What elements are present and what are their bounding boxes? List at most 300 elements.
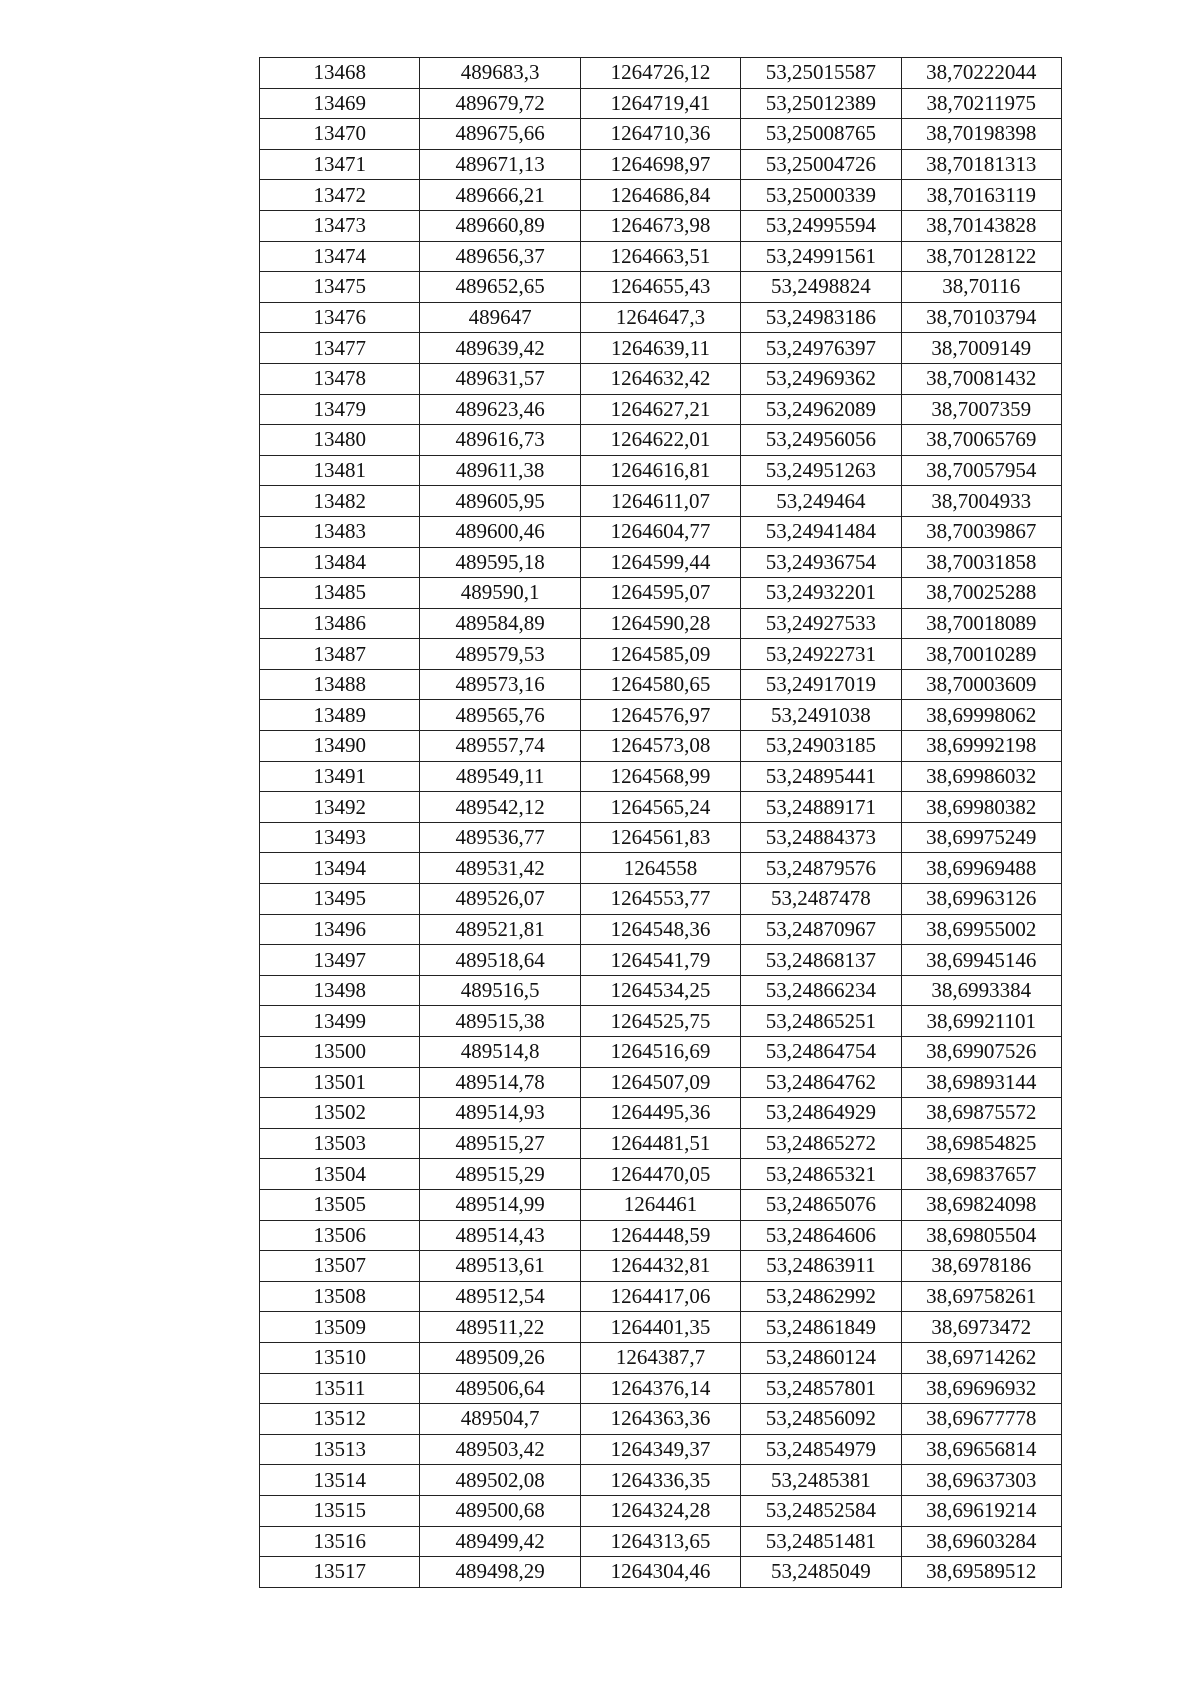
point-number-cell: 13494 <box>260 853 420 884</box>
y-coordinate-cell: 1264336,35 <box>580 1465 740 1496</box>
latitude-cell: 53,25015587 <box>741 58 901 89</box>
point-number-cell: 13504 <box>260 1159 420 1190</box>
table-row <box>260 516 1062 547</box>
y-coordinate-cell: 1264516,69 <box>580 1037 740 1068</box>
point-number-cell: 13503 <box>260 1128 420 1159</box>
x-coordinate-cell: 489549,11 <box>420 761 580 792</box>
latitude-cell: 53,24895441 <box>741 761 901 792</box>
latitude-cell: 53,2487478 <box>741 884 901 915</box>
y-coordinate-cell: 1264495,36 <box>580 1098 740 1129</box>
point-number-cell: 13475 <box>260 272 420 303</box>
point-number-cell: 13509 <box>260 1312 420 1343</box>
latitude-cell: 53,24969362 <box>741 363 901 394</box>
table-row <box>260 884 1062 915</box>
latitude-cell: 53,24932201 <box>741 578 901 609</box>
table-row <box>260 639 1062 670</box>
latitude-cell: 53,24868137 <box>741 945 901 976</box>
point-number-cell: 13517 <box>260 1557 420 1588</box>
longitude-cell: 38,6973472 <box>901 1312 1061 1343</box>
longitude-cell: 38,7009149 <box>901 333 1061 364</box>
x-coordinate-cell: 489506,64 <box>420 1373 580 1404</box>
x-coordinate-cell: 489666,21 <box>420 180 580 211</box>
latitude-cell: 53,24884373 <box>741 822 901 853</box>
y-coordinate-cell: 1264673,98 <box>580 210 740 241</box>
x-coordinate-cell: 489502,08 <box>420 1465 580 1496</box>
y-coordinate-cell: 1264387,7 <box>580 1342 740 1373</box>
x-coordinate-cell: 489498,29 <box>420 1557 580 1588</box>
point-number-cell: 13479 <box>260 394 420 425</box>
coordinates-table <box>259 57 1062 1588</box>
longitude-cell: 38,70116 <box>901 272 1061 303</box>
point-number-cell: 13478 <box>260 363 420 394</box>
table-row <box>260 302 1062 333</box>
latitude-cell: 53,25012389 <box>741 88 901 119</box>
latitude-cell: 53,24922731 <box>741 639 901 670</box>
longitude-cell: 38,70018089 <box>901 608 1061 639</box>
latitude-cell: 53,24956056 <box>741 425 901 456</box>
table-row <box>260 1465 1062 1496</box>
latitude-cell: 53,24870967 <box>741 914 901 945</box>
latitude-cell: 53,24851481 <box>741 1526 901 1557</box>
x-coordinate-cell: 489683,3 <box>420 58 580 89</box>
latitude-cell: 53,24995594 <box>741 210 901 241</box>
y-coordinate-cell: 1264719,41 <box>580 88 740 119</box>
table-row <box>260 272 1062 303</box>
y-coordinate-cell: 1264632,42 <box>580 363 740 394</box>
x-coordinate-cell: 489542,12 <box>420 792 580 823</box>
y-coordinate-cell: 1264541,79 <box>580 945 740 976</box>
longitude-cell: 38,70211975 <box>901 88 1061 119</box>
point-number-cell: 13476 <box>260 302 420 333</box>
latitude-cell: 53,24852584 <box>741 1495 901 1526</box>
table-row <box>260 547 1062 578</box>
x-coordinate-cell: 489616,73 <box>420 425 580 456</box>
x-coordinate-cell: 489521,81 <box>420 914 580 945</box>
point-number-cell: 13502 <box>260 1098 420 1129</box>
x-coordinate-cell: 489557,74 <box>420 731 580 762</box>
table-row <box>260 822 1062 853</box>
table-row <box>260 1220 1062 1251</box>
y-coordinate-cell: 1264639,11 <box>580 333 740 364</box>
x-coordinate-cell: 489536,77 <box>420 822 580 853</box>
y-coordinate-cell: 1264548,36 <box>580 914 740 945</box>
x-coordinate-cell: 489590,1 <box>420 578 580 609</box>
x-coordinate-cell: 489611,38 <box>420 455 580 486</box>
point-number-cell: 13471 <box>260 149 420 180</box>
x-coordinate-cell: 489514,93 <box>420 1098 580 1129</box>
y-coordinate-cell: 1264647,3 <box>580 302 740 333</box>
latitude-cell: 53,24951263 <box>741 455 901 486</box>
point-number-cell: 13486 <box>260 608 420 639</box>
point-number-cell: 13513 <box>260 1434 420 1465</box>
table-row <box>260 455 1062 486</box>
x-coordinate-cell: 489511,22 <box>420 1312 580 1343</box>
x-coordinate-cell: 489516,5 <box>420 975 580 1006</box>
point-number-cell: 13473 <box>260 210 420 241</box>
x-coordinate-cell: 489512,54 <box>420 1281 580 1312</box>
latitude-cell: 53,24866234 <box>741 975 901 1006</box>
y-coordinate-cell: 1264599,44 <box>580 547 740 578</box>
longitude-cell: 38,69893144 <box>901 1067 1061 1098</box>
longitude-cell: 38,69945146 <box>901 945 1061 976</box>
longitude-cell: 38,70081432 <box>901 363 1061 394</box>
y-coordinate-cell: 1264534,25 <box>580 975 740 1006</box>
longitude-cell: 38,70163119 <box>901 180 1061 211</box>
x-coordinate-cell: 489660,89 <box>420 210 580 241</box>
point-number-cell: 13505 <box>260 1189 420 1220</box>
table-row <box>260 608 1062 639</box>
y-coordinate-cell: 1264525,75 <box>580 1006 740 1037</box>
latitude-cell: 53,24941484 <box>741 516 901 547</box>
y-coordinate-cell: 1264349,37 <box>580 1434 740 1465</box>
table-row <box>260 88 1062 119</box>
point-number-cell: 13484 <box>260 547 420 578</box>
x-coordinate-cell: 489504,7 <box>420 1404 580 1435</box>
latitude-cell: 53,24936754 <box>741 547 901 578</box>
longitude-cell: 38,69619214 <box>901 1495 1061 1526</box>
x-coordinate-cell: 489652,65 <box>420 272 580 303</box>
point-number-cell: 13489 <box>260 700 420 731</box>
table-row <box>260 180 1062 211</box>
y-coordinate-cell: 1264304,46 <box>580 1557 740 1588</box>
table-row <box>260 1404 1062 1435</box>
point-number-cell: 13477 <box>260 333 420 364</box>
latitude-cell: 53,24862992 <box>741 1281 901 1312</box>
latitude-cell: 53,24857801 <box>741 1373 901 1404</box>
longitude-cell: 38,70065769 <box>901 425 1061 456</box>
longitude-cell: 38,6978186 <box>901 1251 1061 1282</box>
table-row <box>260 669 1062 700</box>
longitude-cell: 38,70025288 <box>901 578 1061 609</box>
table-row <box>260 792 1062 823</box>
point-number-cell: 13470 <box>260 119 420 150</box>
point-number-cell: 13514 <box>260 1465 420 1496</box>
latitude-cell: 53,24856092 <box>741 1404 901 1435</box>
point-number-cell: 13507 <box>260 1251 420 1282</box>
y-coordinate-cell: 1264470,05 <box>580 1159 740 1190</box>
x-coordinate-cell: 489579,53 <box>420 639 580 670</box>
x-coordinate-cell: 489565,76 <box>420 700 580 731</box>
longitude-cell: 38,70010289 <box>901 639 1061 670</box>
x-coordinate-cell: 489631,57 <box>420 363 580 394</box>
x-coordinate-cell: 489514,78 <box>420 1067 580 1098</box>
x-coordinate-cell: 489515,29 <box>420 1159 580 1190</box>
table-row <box>260 1098 1062 1129</box>
latitude-cell: 53,24865272 <box>741 1128 901 1159</box>
latitude-cell: 53,24865251 <box>741 1006 901 1037</box>
longitude-cell: 38,69656814 <box>901 1434 1061 1465</box>
table-row <box>260 1159 1062 1190</box>
longitude-cell: 38,69907526 <box>901 1037 1061 1068</box>
point-number-cell: 13493 <box>260 822 420 853</box>
longitude-cell: 38,70039867 <box>901 516 1061 547</box>
table-row <box>260 853 1062 884</box>
latitude-cell: 53,2485049 <box>741 1557 901 1588</box>
x-coordinate-cell: 489584,89 <box>420 608 580 639</box>
coordinates-table-body <box>260 58 1062 1588</box>
point-number-cell: 13487 <box>260 639 420 670</box>
y-coordinate-cell: 1264604,77 <box>580 516 740 547</box>
x-coordinate-cell: 489515,38 <box>420 1006 580 1037</box>
longitude-cell: 38,69969488 <box>901 853 1061 884</box>
longitude-cell: 38,69992198 <box>901 731 1061 762</box>
point-number-cell: 13474 <box>260 241 420 272</box>
table-row <box>260 1189 1062 1220</box>
x-coordinate-cell: 489514,8 <box>420 1037 580 1068</box>
longitude-cell: 38,69758261 <box>901 1281 1061 1312</box>
point-number-cell: 13485 <box>260 578 420 609</box>
point-number-cell: 13495 <box>260 884 420 915</box>
y-coordinate-cell: 1264616,81 <box>580 455 740 486</box>
longitude-cell: 38,69980382 <box>901 792 1061 823</box>
x-coordinate-cell: 489605,95 <box>420 486 580 517</box>
latitude-cell: 53,24991561 <box>741 241 901 272</box>
latitude-cell: 53,24860124 <box>741 1342 901 1373</box>
x-coordinate-cell: 489656,37 <box>420 241 580 272</box>
longitude-cell: 38,69986032 <box>901 761 1061 792</box>
y-coordinate-cell: 1264565,24 <box>580 792 740 823</box>
latitude-cell: 53,24865076 <box>741 1189 901 1220</box>
latitude-cell: 53,24861849 <box>741 1312 901 1343</box>
y-coordinate-cell: 1264558 <box>580 853 740 884</box>
y-coordinate-cell: 1264686,84 <box>580 180 740 211</box>
x-coordinate-cell: 489513,61 <box>420 1251 580 1282</box>
point-number-cell: 13510 <box>260 1342 420 1373</box>
x-coordinate-cell: 489526,07 <box>420 884 580 915</box>
x-coordinate-cell: 489573,16 <box>420 669 580 700</box>
point-number-cell: 13488 <box>260 669 420 700</box>
point-number-cell: 13498 <box>260 975 420 1006</box>
y-coordinate-cell: 1264561,83 <box>580 822 740 853</box>
y-coordinate-cell: 1264481,51 <box>580 1128 740 1159</box>
point-number-cell: 13500 <box>260 1037 420 1068</box>
longitude-cell: 38,69637303 <box>901 1465 1061 1496</box>
longitude-cell: 38,70128122 <box>901 241 1061 272</box>
y-coordinate-cell: 1264585,09 <box>580 639 740 670</box>
table-row <box>260 1557 1062 1588</box>
longitude-cell: 38,69955002 <box>901 914 1061 945</box>
table-row <box>260 119 1062 150</box>
latitude-cell: 53,24864762 <box>741 1067 901 1098</box>
longitude-cell: 38,69854825 <box>901 1128 1061 1159</box>
y-coordinate-cell: 1264573,08 <box>580 731 740 762</box>
table-row <box>260 1373 1062 1404</box>
point-number-cell: 13483 <box>260 516 420 547</box>
table-row <box>260 394 1062 425</box>
longitude-cell: 38,69589512 <box>901 1557 1061 1588</box>
latitude-cell: 53,24864929 <box>741 1098 901 1129</box>
table-row <box>260 363 1062 394</box>
y-coordinate-cell: 1264622,01 <box>580 425 740 456</box>
latitude-cell: 53,24903185 <box>741 731 901 762</box>
longitude-cell: 38,70057954 <box>901 455 1061 486</box>
y-coordinate-cell: 1264576,97 <box>580 700 740 731</box>
latitude-cell: 53,24927533 <box>741 608 901 639</box>
point-number-cell: 13512 <box>260 1404 420 1435</box>
longitude-cell: 38,69875572 <box>901 1098 1061 1129</box>
latitude-cell: 53,24917019 <box>741 669 901 700</box>
point-number-cell: 13491 <box>260 761 420 792</box>
longitude-cell: 38,69603284 <box>901 1526 1061 1557</box>
longitude-cell: 38,69921101 <box>901 1006 1061 1037</box>
table-row <box>260 1037 1062 1068</box>
table-row <box>260 1342 1062 1373</box>
y-coordinate-cell: 1264698,97 <box>580 149 740 180</box>
table-row <box>260 731 1062 762</box>
y-coordinate-cell: 1264568,99 <box>580 761 740 792</box>
point-number-cell: 13515 <box>260 1495 420 1526</box>
y-coordinate-cell: 1264553,77 <box>580 884 740 915</box>
x-coordinate-cell: 489514,99 <box>420 1189 580 1220</box>
point-number-cell: 13480 <box>260 425 420 456</box>
point-number-cell: 13490 <box>260 731 420 762</box>
point-number-cell: 13496 <box>260 914 420 945</box>
latitude-cell: 53,2485381 <box>741 1465 901 1496</box>
point-number-cell: 13481 <box>260 455 420 486</box>
latitude-cell: 53,25008765 <box>741 119 901 150</box>
x-coordinate-cell: 489509,26 <box>420 1342 580 1373</box>
table-row <box>260 486 1062 517</box>
table-row <box>260 914 1062 945</box>
longitude-cell: 38,70031858 <box>901 547 1061 578</box>
point-number-cell: 13508 <box>260 1281 420 1312</box>
x-coordinate-cell: 489499,42 <box>420 1526 580 1557</box>
table-row <box>260 975 1062 1006</box>
point-number-cell: 13492 <box>260 792 420 823</box>
x-coordinate-cell: 489503,42 <box>420 1434 580 1465</box>
table-row <box>260 149 1062 180</box>
x-coordinate-cell: 489639,42 <box>420 333 580 364</box>
y-coordinate-cell: 1264363,36 <box>580 1404 740 1435</box>
longitude-cell: 38,69824098 <box>901 1189 1061 1220</box>
latitude-cell: 53,2491038 <box>741 700 901 731</box>
y-coordinate-cell: 1264376,14 <box>580 1373 740 1404</box>
point-number-cell: 13472 <box>260 180 420 211</box>
y-coordinate-cell: 1264611,07 <box>580 486 740 517</box>
y-coordinate-cell: 1264726,12 <box>580 58 740 89</box>
x-coordinate-cell: 489623,46 <box>420 394 580 425</box>
table-row <box>260 241 1062 272</box>
y-coordinate-cell: 1264507,09 <box>580 1067 740 1098</box>
x-coordinate-cell: 489671,13 <box>420 149 580 180</box>
table-row <box>260 578 1062 609</box>
longitude-cell: 38,69714262 <box>901 1342 1061 1373</box>
y-coordinate-cell: 1264595,07 <box>580 578 740 609</box>
y-coordinate-cell: 1264461 <box>580 1189 740 1220</box>
longitude-cell: 38,69963126 <box>901 884 1061 915</box>
longitude-cell: 38,69677778 <box>901 1404 1061 1435</box>
table-row <box>260 945 1062 976</box>
longitude-cell: 38,70103794 <box>901 302 1061 333</box>
y-coordinate-cell: 1264627,21 <box>580 394 740 425</box>
x-coordinate-cell: 489518,64 <box>420 945 580 976</box>
latitude-cell: 53,24983186 <box>741 302 901 333</box>
point-number-cell: 13468 <box>260 58 420 89</box>
table-row <box>260 1312 1062 1343</box>
longitude-cell: 38,7007359 <box>901 394 1061 425</box>
longitude-cell: 38,69975249 <box>901 822 1061 853</box>
longitude-cell: 38,69837657 <box>901 1159 1061 1190</box>
point-number-cell: 13516 <box>260 1526 420 1557</box>
latitude-cell: 53,24864606 <box>741 1220 901 1251</box>
latitude-cell: 53,2498824 <box>741 272 901 303</box>
table-row <box>260 1128 1062 1159</box>
table-row <box>260 58 1062 89</box>
table-row <box>260 1251 1062 1282</box>
table-row <box>260 425 1062 456</box>
point-number-cell: 13501 <box>260 1067 420 1098</box>
table-row <box>260 1495 1062 1526</box>
point-number-cell: 13469 <box>260 88 420 119</box>
latitude-cell: 53,24854979 <box>741 1434 901 1465</box>
longitude-cell: 38,70003609 <box>901 669 1061 700</box>
x-coordinate-cell: 489531,42 <box>420 853 580 884</box>
longitude-cell: 38,70181313 <box>901 149 1061 180</box>
latitude-cell: 53,25000339 <box>741 180 901 211</box>
table-row <box>260 761 1062 792</box>
table-row <box>260 210 1062 241</box>
x-coordinate-cell: 489514,43 <box>420 1220 580 1251</box>
longitude-cell: 38,7004933 <box>901 486 1061 517</box>
y-coordinate-cell: 1264663,51 <box>580 241 740 272</box>
y-coordinate-cell: 1264417,06 <box>580 1281 740 1312</box>
latitude-cell: 53,249464 <box>741 486 901 517</box>
longitude-cell: 38,70198398 <box>901 119 1061 150</box>
longitude-cell: 38,69998062 <box>901 700 1061 731</box>
y-coordinate-cell: 1264710,36 <box>580 119 740 150</box>
point-number-cell: 13497 <box>260 945 420 976</box>
y-coordinate-cell: 1264401,35 <box>580 1312 740 1343</box>
x-coordinate-cell: 489515,27 <box>420 1128 580 1159</box>
y-coordinate-cell: 1264313,65 <box>580 1526 740 1557</box>
y-coordinate-cell: 1264580,65 <box>580 669 740 700</box>
table-row <box>260 1067 1062 1098</box>
x-coordinate-cell: 489595,18 <box>420 547 580 578</box>
point-number-cell: 13482 <box>260 486 420 517</box>
point-number-cell: 13499 <box>260 1006 420 1037</box>
longitude-cell: 38,6993384 <box>901 975 1061 1006</box>
y-coordinate-cell: 1264448,59 <box>580 1220 740 1251</box>
latitude-cell: 53,24976397 <box>741 333 901 364</box>
longitude-cell: 38,69805504 <box>901 1220 1061 1251</box>
table-row <box>260 1434 1062 1465</box>
x-coordinate-cell: 489600,46 <box>420 516 580 547</box>
latitude-cell: 53,24889171 <box>741 792 901 823</box>
x-coordinate-cell: 489647 <box>420 302 580 333</box>
latitude-cell: 53,24863911 <box>741 1251 901 1282</box>
y-coordinate-cell: 1264590,28 <box>580 608 740 639</box>
table-row <box>260 1526 1062 1557</box>
latitude-cell: 53,24879576 <box>741 853 901 884</box>
latitude-cell: 53,24865321 <box>741 1159 901 1190</box>
latitude-cell: 53,25004726 <box>741 149 901 180</box>
longitude-cell: 38,70222044 <box>901 58 1061 89</box>
longitude-cell: 38,70143828 <box>901 210 1061 241</box>
table-row <box>260 1281 1062 1312</box>
x-coordinate-cell: 489679,72 <box>420 88 580 119</box>
x-coordinate-cell: 489675,66 <box>420 119 580 150</box>
latitude-cell: 53,24864754 <box>741 1037 901 1068</box>
y-coordinate-cell: 1264655,43 <box>580 272 740 303</box>
latitude-cell: 53,24962089 <box>741 394 901 425</box>
point-number-cell: 13511 <box>260 1373 420 1404</box>
point-number-cell: 13506 <box>260 1220 420 1251</box>
y-coordinate-cell: 1264432,81 <box>580 1251 740 1282</box>
table-row <box>260 333 1062 364</box>
table-row <box>260 1006 1062 1037</box>
longitude-cell: 38,69696932 <box>901 1373 1061 1404</box>
table-row <box>260 700 1062 731</box>
